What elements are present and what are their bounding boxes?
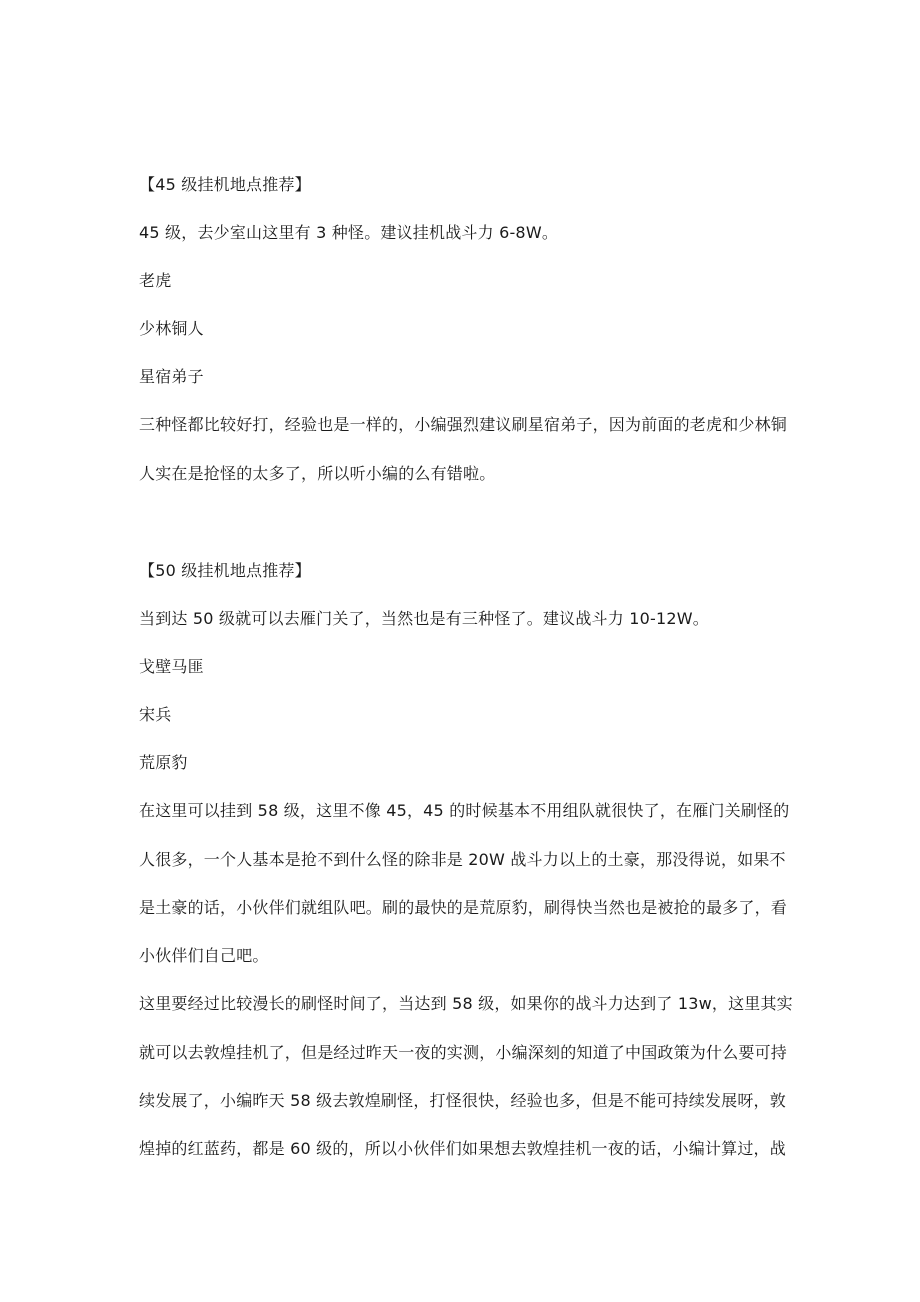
section-50-paragraph1-line: 是土豪的话，小伙伴们就组队吧。刷的最快的是荒原豹，刷得快当然也是被抢的最多了，看 <box>139 898 788 917</box>
section-50-paragraph2-line: 这里要经过比较漫长的刷怪时间了，当达到 58 级，如果你的战斗力达到了 13w，这里其实 <box>139 994 793 1013</box>
section-50-intro: 当到达 50 级就可以去雁门关了，当然也是有三种怪了。建议战斗力 10-12W。 <box>139 609 709 628</box>
section-50-paragraph1-line: 小伙伴们自己吧。 <box>139 946 269 965</box>
monster-item: 荒原豹 <box>139 753 188 772</box>
monster-item: 宋兵 <box>139 705 172 724</box>
section-50-paragraph2-line: 煌掉的红蓝药，都是 60 级的，所以小伙伴们如果想去敦煌挂机一夜的话，小编计算过，战 <box>139 1139 786 1158</box>
section-45-paragraph-line: 三种怪都比较好打，经验也是一样的，小编强烈建议刷星宿弟子，因为前面的老虎和少林铜 <box>139 415 788 434</box>
monster-item: 老虎 <box>139 271 172 290</box>
section-50-paragraph2-line: 就可以去敦煌挂机了，但是经过昨天一夜的实测，小编深刻的知道了中国政策为什么要可持 <box>139 1043 788 1062</box>
section-50-paragraph1-line: 人很多，一个人基本是抢不到什么怪的除非是 20W 战斗力以上的土豪，那没得说，如果不 <box>139 850 786 869</box>
section-50-paragraph2-line: 续发展了，小编昨天 58 级去敦煌刷怪，打怪很快，经验也多，但是不能可持续发展呀，敦 <box>139 1091 786 1110</box>
section-45-heading: 【45 级挂机地点推荐】 <box>139 175 311 194</box>
section-50-paragraph1-line: 在这里可以挂到 58 级，这里不像 45，45 的时候基本不用组队就很快了，在雁门关刷怪的 <box>139 801 790 820</box>
section-45-paragraph-line: 人实在是抢怪的太多了，所以听小编的么有错啦。 <box>139 464 496 483</box>
section-45-intro: 45 级，去少室山这里有 3 种怪。建议挂机战斗力 6-8W。 <box>139 223 559 242</box>
monster-item: 少林铜人 <box>139 319 204 338</box>
monster-item: 戈壁马匪 <box>139 657 204 676</box>
monster-item: 星宿弟子 <box>139 367 204 386</box>
section-50-heading: 【50 级挂机地点推荐】 <box>139 561 311 580</box>
